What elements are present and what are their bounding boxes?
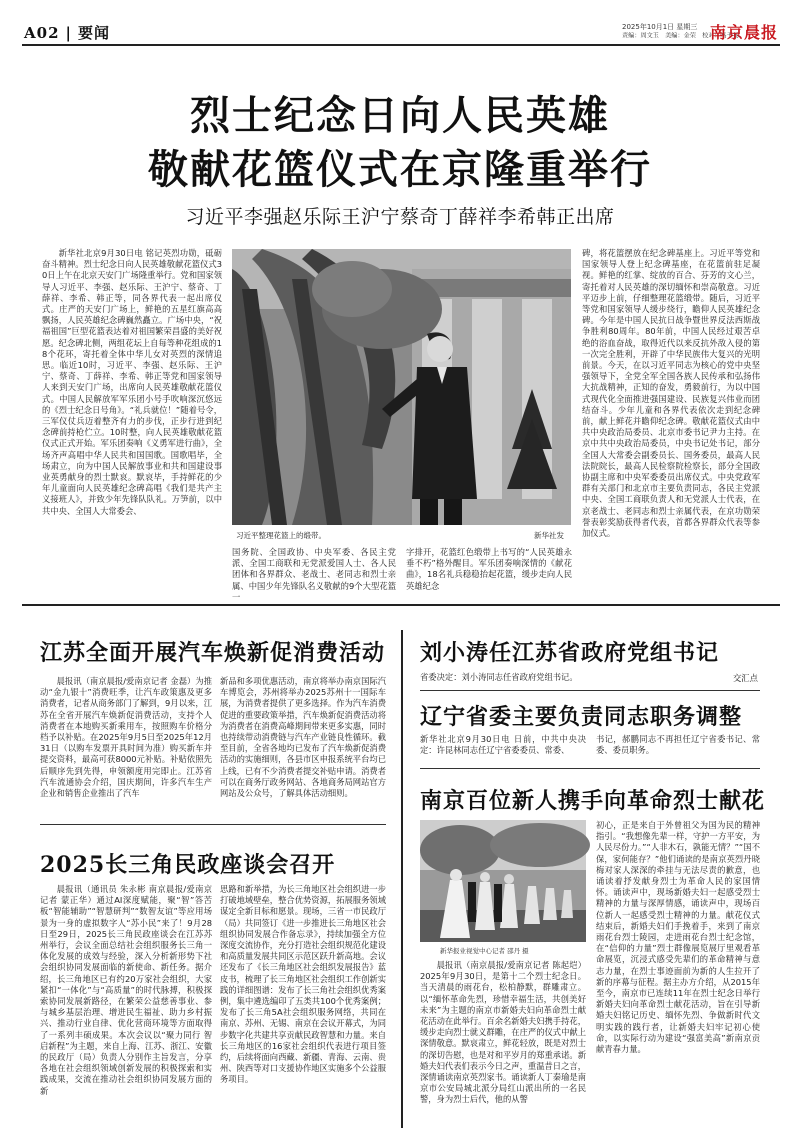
nanjing-col1: 晨报讯（南京晨报/爱南京记者 陈起垲）2025年9月30日，是第十二个烈士纪念日。当天清晨的雨花台，松柏静默，群雕肃立。以“缅怀革命先烈，珍惜幸福生活，共创美好未来”为主题的南京市新婚夫妇向革命烈士献花活动在此举行。百余名新婚夫妇携手持花，缓步走向烈士就义群雕，在庄严的仪式中献上深情敬意。默哀肃立，鲜花轻放，既是对烈士的深切告慰，也是对和平岁月的郑重承诺。新婚夫妇代表们表示今日之声，重温昔日之言，深情诵读南京英烈家书。诵读新人丁秦瑜是南京市公安局城北派分局红山派出所的一名民警，身为烈士后代，他的从警 bbox=[420, 960, 586, 1105]
yrd-headline: 2025长三角民政座谈会召开 bbox=[40, 852, 336, 878]
wedding-photo bbox=[420, 820, 586, 942]
main-photo-caption: 习近平整理花篮上的缎带。 bbox=[236, 531, 326, 540]
nanjing-headline: 南京百位新人携手向革命烈士献花 bbox=[420, 788, 766, 814]
section-rule bbox=[22, 604, 780, 606]
jiangsu-auto-col2: 新品和多项优惠活动，南京将举办南京国际汽车博览会，苏州将举办2025苏州十一国际车展，为消费者提供了更多选择。作为汽车消费促进的重要政策举措，汽车焕新促消费活动将为消费者在消费高峰期间带来更多实惠，同时也持续带动消费链与汽车产业链良性循环。截至目前，全省各地均已发布了汽车焕新促消费活动的实施细则，各县市区申报系统平台均已上线，已有不少消费者提交补贴申请。消费者可以在商务厅政务网站、各地商务局网站官方网站及公众号，了解具体活动细则。 bbox=[220, 676, 386, 799]
left-divider bbox=[40, 824, 386, 825]
main-story-col3: 字排开，花篮红色缎带上书写的“人民英雄永垂不朽”格外醒目。军乐团奏响深情的《献花曲》，18名礼兵稳稳抬起花篮，缓步走向人民英雄纪念 bbox=[406, 547, 572, 591]
nanjing-photo bbox=[420, 820, 586, 942]
right-divider-1 bbox=[420, 690, 760, 691]
yrd-col1: 晨报讯（通讯员 朱永彬 南京晨报/爱南京记者 蒙正华）通过AI深度赋能，聚“智”答苦板“智能辅助”“智慧研判”“数智友谊”等应用场景为一身的虚拟数字人“苏小民”来了！9月28日至29日，2025长三角民政座谈会在江苏苏州举行，会议全面总结社会组织服务长三角一体化发展的成效与经验，深入分析新形势下社会组织协同发展面临的新使命、新任务。据介绍，长三角地区已有约20万家社会组织，大家紧扣“一体化”与“高质量”的时代脉搏，积极探索协同发展新路径，在繁荣公益慈善事业、参与城乡基层治理、增进民生福祉、助力乡村振兴、推动行业自律、优化营商环境等方面取得了一系列丰硕成果。本次会议以“聚力同行 智启新程”为主题，来自上海、江苏、浙江、安徽的民政厅（局）负责人分别作主旨发言，分享各地在社会组织领域创新发展的积极探索和实践成果，交流在推动社会组织协同发展方面的新 bbox=[40, 884, 212, 1096]
editors-line: 责编：周文玉 美编：金荣 校对：马千扬 bbox=[622, 32, 740, 40]
page-number: A02 | 要闻 bbox=[24, 24, 110, 42]
jiangsu-auto-headline: 江苏全面开展汽车焕新促消费活动 bbox=[40, 640, 386, 666]
column-divider bbox=[401, 630, 403, 1128]
nanjing-col2: 初心，正是来自于外曾祖父为国为民的精神指引。“我想像先辈一样，守护一方平安，为人民尽份力。”“人非木石，孰能无情？”“国不保，家何能存？”他们诵读的是南京英烈丹晓梅对家人深深的牵挂与无法尽责的歉意，也诵读着抒发献身烈士为革命人民的家国情怀。诵读声中，现场新婚夫妇一起感受烈士精神的力量与深厚情感，诵读声中，现场百位新人一起感受烈士精神的力量。献花仪式结束后，新婚夫妇们手挽着手，来到了南京雨花台烈士陵园，走进雨花台烈士纪念馆，在“信仰的力量”烈士群像展览展厅里观看革命展览，沉浸式感受先辈们的革命精神与意志力量，在烈士事迹面前为新的人生拉开了新的序幕与征程。据主办方介绍，从2015年至今，南京市已连续11年在烈士纪念日举行新婚夫妇向革命烈士献花活动，旨在引导新婚夫妇铭记历史、缅怀先烈、争做新时代文明实践的践行者，让新婚夫妇牢记初心使命，以实际行动为建设“强富美高”新南京贡献青春力量。 bbox=[596, 820, 760, 1055]
jiangsu-auto-col1: 晨报讯（南京晨报/爱南京记者 金磊）为推动“金九银十”消费旺季，让汽车政策惠及更多消费者，记者从商务部门了解到，9月以来，江苏在全省开展汽车焕新促消费活动，支持个人消费者在本地购买新乘用车，按照购车价格分档予以补贴。在2025年9月5日至2025年12月31日（以购车发票开具时间为准）购买新车并提交资料，最高可获8000元补贴。补贴依照先后顺序先到先得，申领额度用完即止。江苏省汽车流通协会介绍，国庆期间，许多汽车生产企业和销售企业推出了汽车 bbox=[40, 676, 212, 799]
nanjing-photo-credit: 新华报业视觉中心记者 邵丹 摄 bbox=[440, 947, 529, 955]
main-story-col2: 国务院、全国政协、中央军委、各民主党派、全国工商联和无党派爱国人士、各人民团体和各界群众、老战士、老同志和烈士亲属、中国少年先锋队名义敬献的9个大型花篮一 bbox=[232, 547, 396, 602]
liaoning-col2: 书记，郝鹏同志不再担任辽宁省委书记、常委、委员职务。 bbox=[596, 734, 760, 756]
right-divider-2 bbox=[420, 768, 760, 769]
main-photo bbox=[232, 249, 571, 525]
main-subheadline: 习近平李强赵乐际王沪宁蔡奇丁薛祥李希韩正出席 bbox=[185, 206, 615, 228]
newspaper-logo: 南京晨报 bbox=[710, 23, 779, 42]
main-headline-line2: 敬献花篮仪式在京隆重举行 bbox=[148, 146, 652, 193]
liu-headline: 刘小涛任江苏省政府党组书记 bbox=[420, 640, 720, 666]
main-headline-line1: 烈士纪念日向人民英雄 bbox=[190, 92, 610, 139]
liaoning-col1: 新华社北京9月30日电 日前，中共中央决定：许昆林同志任辽宁省委委员、常委、 bbox=[420, 734, 586, 756]
ceremony-photo bbox=[232, 249, 571, 525]
issue-date: 2025年10月1日 星期三 bbox=[622, 23, 698, 31]
main-story-col1: 新华社北京9月30日电 铭记英烈功勋，砥砺奋斗精神。烈士纪念日向人民英雄敬献花篮仪式30日上午在北京天安门广场隆重举行。党和国家领导人习近平、李强、赵乐际、王沪宁、蔡奇、丁薛祥、李希、韩正等，同各界代表一起出席仪式。庄严的天安门广场上，鲜艳的五星红旗高高飘扬，人民英雄纪念碑巍然矗立。广场中央，“祝福祖国”巨型花篮表达着对祖国繁荣昌盛的美好祝愿。纪念碑北侧，两组花坛上自每等种花组成的18个花环，寄托着全体中华儿女对英烈的深情追思。临近10时，习近平、李强、赵乐际、王沪宁、蔡奇、丁薛祥、李希、韩正等党和国家领导人来到天安门广场，出席向人民英雄敬献花篮仪式。中国人民解放军军乐团小号手吹响深沉悠远的《烈士纪念日号角》。“礼兵就位！”随着号令，三军仪仗兵迈着整齐有力的步伐，正步行进到纪念碑前持枪伫立。10时整，向人民英雄敬献花篮仪式正式开始。军乐团奏响《义勇军进行曲》，全场齐声高唱中华人民共和国国歌。国歌唱毕，全场肃立，向为中国人民解放事业和共和国建设事业英勇献身的烈士默哀。默哀毕，手持鲜花的少年儿童面向人民英雄纪念碑高唱《我们是共产主义接班人》，并致少年先锋队队礼。万笋前，以中共中央、全国人大常委会、 bbox=[42, 248, 222, 516]
liu-credit: 交汇点 bbox=[733, 673, 758, 683]
main-photo-credit: 新华社发 bbox=[534, 531, 564, 540]
liaoning-headline: 辽宁省委主要负责同志职务调整 bbox=[420, 704, 743, 730]
header-rule bbox=[22, 44, 780, 46]
section-name: 要闻 bbox=[77, 24, 110, 42]
liu-body: 省委决定：刘小涛同志任省政府党组书记。 bbox=[420, 672, 578, 682]
main-story-col4: 碑，将花篮摆放在纪念碑基座上。习近平等党和国家领导人登上纪念碑基座，在花篮前驻足凝视。鲜艳的红掌、绽放的百合、芬芳的文心兰，寄托着对人民英雄的深切缅怀和崇高敬意。习近平迈步上前，仔细整理花篮缎带。随后，习近平等党和国家领导人缓步绕行，瞻仰人民英雄纪念碑。今年是中国人民抗日战争暨世界反法西斯战争胜利80周年。80年前，中国人民经过艰苦卓绝的浴血奋战，取得近代以来反抗外敌入侵的第一次完全胜利，开辟了中华民族伟大复兴的光明前景。今天，在以习近平同志为核心的党中央坚强领导下，全党全军全国各族人民传承和弘扬伟大抗战精神，正知的奋发，勇毅前行，为以中国式现代化全面推进强国建设、民族复兴伟业而团结奋斗。少年儿童和各界代表依次走到纪念碑前，献上鲜花并瞻仰纪念碑。敬献花篮仪式由中共中央政治局委员、北京市委书记尹力主持。在京中共中央政治局委员，中央书记处书记，部分全国人大常委会副委员长、国务委员，最高人民法院院长，最高人民检察院检察长，部分全国政协副主席和中央军委委员出席仪式。中央党政军群有关部门和北京市主要负责同志，各民主党派中央、全国工商联负责人和无党派人士代表，在京老战士、老同志和烈士亲属代表，在京功勋荣誉表彰奖励获得者代表，首都各界群众代表等参加仪式。 bbox=[582, 248, 760, 539]
yrd-col2: 思路和新举措，为长三角地区社会组织进一步打破地域壁垒，整合优势资源，拓展服务领域谋定全新目标和愿景。现场，三省一市民政厅（局）共同签订《进一步推进长三角地区社会组织协同发展合作备忘录》，持续加强全方位深度交流协作，充分打造社会组织规范化建设和高质量发展共同区示范区跃升新高地。会议还发布了《长三角地区社会组织发展报告》蓝皮书，梳理了长三角地区社会组织工作创新实践的详细图谱：发布了长三角社会组织优秀案例，集中遴选编印了五类共100个优秀案例；发布了长三角5A社会组织服务网络，共同在南京、苏州、无锡、南京在会议开幕式，为同步数字化共建共享贡献民政智慧和力量。来自长三角地区的16家社会组织代表进行项目签约，后续将面向西藏、新疆、青海、云南、贵州、陕西等对口支援协作地区实施多个公益服务项目。 bbox=[220, 884, 386, 1085]
